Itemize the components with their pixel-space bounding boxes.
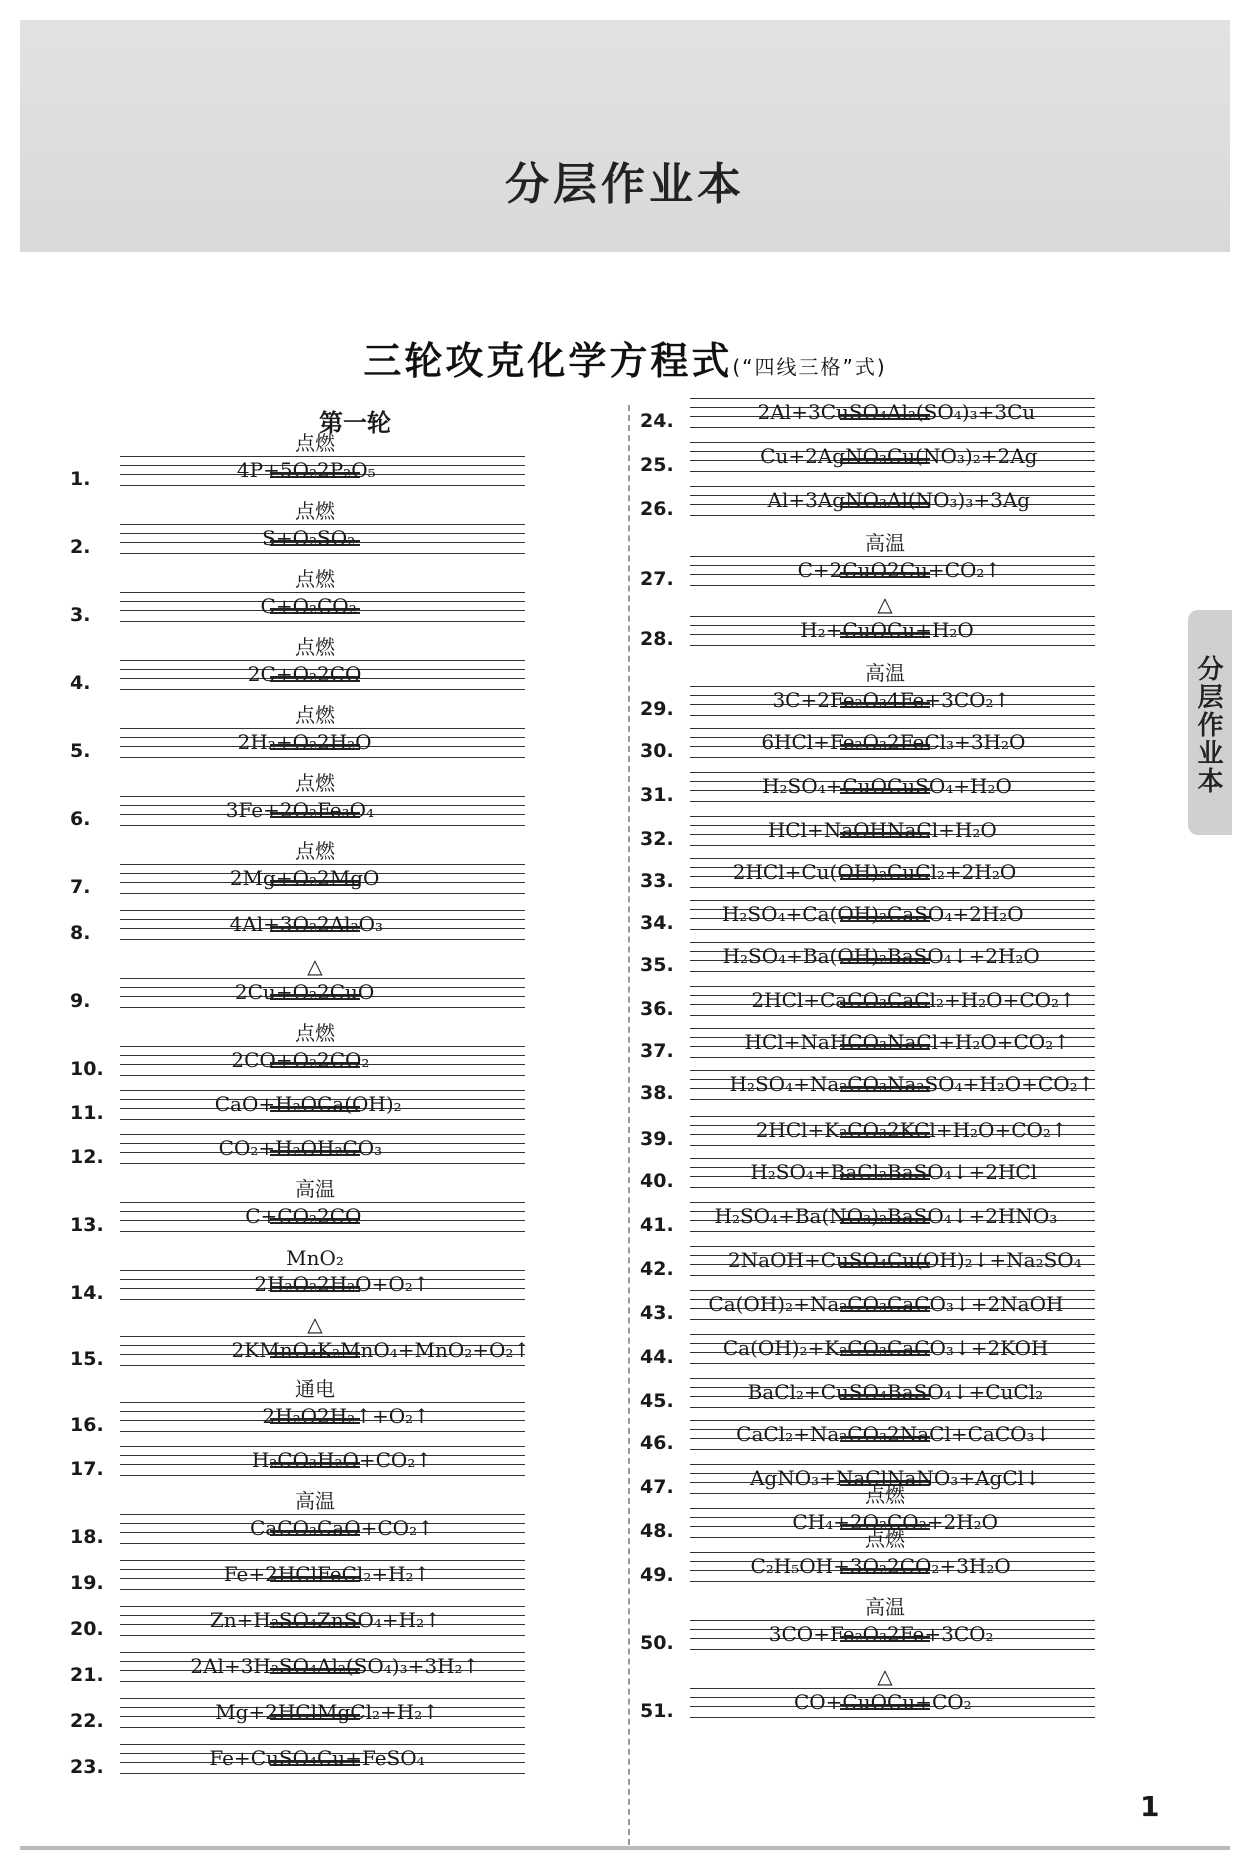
products: 2KCl+H₂O+CO₂↑ xyxy=(887,1118,1068,1142)
equation-number: 34. xyxy=(640,912,674,934)
reactants: Al+3AgNO₃ xyxy=(767,488,887,512)
equation-number: 17. xyxy=(70,1458,104,1480)
reactants: Fe+2HCl xyxy=(223,1562,317,1586)
title-main: 三轮攻克化学方程式 xyxy=(363,339,733,383)
reactants: 3Fe+2O₂ xyxy=(225,798,317,822)
equation-number: 16. xyxy=(70,1414,104,1436)
equation-number: 39. xyxy=(640,1128,674,1150)
equation-row xyxy=(70,430,525,490)
products: 2H₂O xyxy=(317,730,372,754)
products: H₂O+CO₂↑ xyxy=(317,1448,433,1472)
reaction-condition: 点燃 xyxy=(295,839,335,863)
products: CaO+CO₂↑ xyxy=(317,1516,434,1540)
equation-number: 22. xyxy=(70,1710,104,1732)
products: H₂CO₃ xyxy=(317,1136,383,1160)
reactants: AgNO₃+NaCl xyxy=(749,1466,887,1490)
equation-number: 6. xyxy=(70,808,91,830)
reaction-condition: 点燃 xyxy=(295,1021,335,1045)
reactants: 2CO+O₂ xyxy=(231,1048,317,1072)
products: Cu+FeSO₄ xyxy=(317,1746,425,1770)
equation-number: 26. xyxy=(640,498,674,520)
reactants: H₂SO₄+Na₂CO₃ xyxy=(729,1072,887,1096)
equation-number: 32. xyxy=(640,828,674,850)
products: NaCl+H₂O xyxy=(887,818,997,842)
products: 2CO xyxy=(317,1204,362,1228)
products: NaNO₃+AgCl↓ xyxy=(887,1466,1041,1490)
products: Cu+H₂O xyxy=(887,618,974,642)
reactants: 2Al+3H₂SO₄ xyxy=(190,1654,317,1678)
reactants: 2C+O₂ xyxy=(247,662,317,686)
equation-number: 29. xyxy=(640,698,674,720)
reactants: 6HCl+Fe₂O₃ xyxy=(761,730,887,754)
reactants: Fe+CuSO₄ xyxy=(209,1746,317,1770)
products: CaCO₃↓+2KOH xyxy=(887,1336,1049,1360)
equation-row xyxy=(70,952,525,1012)
equation-row xyxy=(640,1594,1095,1654)
reaction-condition: 高温 xyxy=(865,531,905,555)
equation-row xyxy=(640,590,1095,650)
reaction-condition: 点燃 xyxy=(295,567,335,591)
products: 2NaCl+CaCO₃↓ xyxy=(887,1422,1052,1446)
reactants: H₂SO₄+Ca(OH)₂ xyxy=(721,902,887,926)
reactants: CH₄+2O₂ xyxy=(792,1510,887,1534)
reactants: 2HCl+Cu(OH)₂ xyxy=(732,860,887,884)
equation-number: 31. xyxy=(640,784,674,806)
equation-row xyxy=(70,884,525,944)
reactants: 4Al+3O₂ xyxy=(229,912,317,936)
equation-number: 13. xyxy=(70,1214,104,1236)
reaction-condition: 点燃 xyxy=(295,499,335,523)
products: 2CuO xyxy=(317,980,375,1004)
equation-number: 12. xyxy=(70,1146,104,1168)
equation-number: 48. xyxy=(640,1520,674,1542)
products: BaSO₄↓+2HCl xyxy=(887,1160,1038,1184)
equation-number: 27. xyxy=(640,568,674,590)
reactants: H₂SO₄+BaCl₂ xyxy=(750,1160,887,1184)
products: 2FeCl₃+3H₂O xyxy=(887,730,1026,754)
products: Na₂SO₄+H₂O+CO₂↑ xyxy=(887,1072,1095,1096)
reactants: 2HCl+K₂CO₃ xyxy=(755,1118,887,1142)
products: Al(NO₃)₃+3Ag xyxy=(887,488,1031,512)
equation-number: 21. xyxy=(70,1664,104,1686)
reactants: H₂CO₃ xyxy=(251,1448,317,1472)
reaction-condition: 高温 xyxy=(865,1595,905,1619)
products: CuSO₄+H₂O xyxy=(887,774,1012,798)
equation-number: 50. xyxy=(640,1632,674,1654)
equation-row xyxy=(70,1176,525,1236)
reaction-condition: 高温 xyxy=(295,1489,335,1513)
equation-number: 36. xyxy=(640,998,674,1020)
products: SO₂ xyxy=(317,526,356,550)
products: CaSO₄+2H₂O xyxy=(887,902,1024,926)
reaction-condition: △ xyxy=(877,592,893,616)
products: BaSO₄↓+CuCl₂ xyxy=(887,1380,1044,1404)
products: BaSO₄↓+2HNO₃ xyxy=(887,1204,1058,1228)
equation-number: 8. xyxy=(70,922,91,944)
products: K₂MnO₄+MnO₂+O₂↑ xyxy=(317,1338,531,1362)
reactants: CO₂+H₂O xyxy=(218,1136,317,1160)
reactants: CaO+H₂O xyxy=(214,1092,317,1116)
products: CuCl₂+2H₂O xyxy=(887,860,1017,884)
reactants: 2H₂O xyxy=(262,1404,317,1428)
equation-number: 33. xyxy=(640,870,674,892)
reactants: CO+CuO xyxy=(793,1690,887,1714)
equation-number: 18. xyxy=(70,1526,104,1548)
equation-number: 20. xyxy=(70,1618,104,1640)
products: 4Fe+3CO₂↑ xyxy=(887,688,1011,712)
equation-number: 10. xyxy=(70,1058,104,1080)
reactants: 4P+5O₂ xyxy=(236,458,317,482)
footer-divider xyxy=(20,1846,1230,1850)
products: Cu+CO₂ xyxy=(887,1690,972,1714)
equation-number: 46. xyxy=(640,1432,674,1454)
reaction-condition: △ xyxy=(307,954,323,978)
equation-number: 42. xyxy=(640,1258,674,1280)
equation-number: 44. xyxy=(640,1346,674,1368)
equation-number: 1. xyxy=(70,468,91,490)
reaction-condition: 点燃 xyxy=(295,771,335,795)
products: 2MgO xyxy=(317,866,380,890)
equation-number: 23. xyxy=(70,1756,104,1778)
reactants: C+O₂ xyxy=(260,594,317,618)
reactants: 2KMnO₄ xyxy=(231,1338,317,1362)
reactants: Mg+2HCl xyxy=(215,1700,317,1724)
equation-number: 5. xyxy=(70,740,91,762)
products: Cu(OH)₂↓+Na₂SO₄ xyxy=(887,1248,1082,1272)
reactants: 2Al+3CuSO₄ xyxy=(757,400,887,424)
reaction-condition: 点燃 xyxy=(295,703,335,727)
products: 2H₂↑+O₂↑ xyxy=(317,1404,430,1428)
reactants: H₂SO₄+Ba(NO₃)₂ xyxy=(714,1204,887,1228)
reactants: 2H₂O₂ xyxy=(254,1272,317,1296)
reaction-condition: 点燃 xyxy=(865,1483,905,1507)
reaction-condition: 高温 xyxy=(865,661,905,685)
products: 2Fe+3CO₂ xyxy=(887,1622,994,1646)
products: CO₂+2H₂O xyxy=(887,1510,999,1534)
reactants: H₂+CuO xyxy=(800,618,887,642)
round-label: 第一轮 xyxy=(319,409,391,437)
products: Cu(NO₃)₂+2Ag xyxy=(887,444,1038,468)
products: ZnSO₄+H₂↑ xyxy=(317,1608,441,1632)
equation-row xyxy=(70,1310,531,1370)
products: CaCO₃↓+2NaOH xyxy=(887,1292,1064,1316)
equation-number: 11. xyxy=(70,1102,104,1124)
reactants: 2HCl+CaCO₃ xyxy=(751,988,887,1012)
products: 2CO₂+3H₂O xyxy=(887,1554,1011,1578)
reactants: 2Cu+O₂ xyxy=(234,980,317,1004)
reaction-condition: △ xyxy=(307,1312,323,1336)
products: Fe₃O₄ xyxy=(317,798,375,822)
column-divider xyxy=(628,405,630,1845)
reactants: 2Mg+O₂ xyxy=(229,866,317,890)
reactants: H₂SO₄+CuO xyxy=(762,774,887,798)
products: Al₂(SO₄)₃+3H₂↑ xyxy=(317,1654,480,1678)
side-tab-label: 分层作业本 xyxy=(1193,655,1223,795)
page-number: 1 xyxy=(1140,1790,1160,1823)
equation-row xyxy=(640,1662,1095,1722)
reactants: C+CO₂ xyxy=(245,1204,317,1228)
equation-number: 49. xyxy=(640,1564,674,1586)
header-banner xyxy=(20,20,1230,252)
products: 2P₂O₅ xyxy=(317,458,376,482)
equation-number: 35. xyxy=(640,954,674,976)
products: CO₂ xyxy=(317,594,357,618)
reactants: 2NaOH+CuSO₄ xyxy=(727,1248,887,1272)
equation-number: 38. xyxy=(640,1082,674,1104)
reactants: S+O₂ xyxy=(262,526,317,550)
products: 2Cu+CO₂↑ xyxy=(887,558,1002,582)
equation-number: 45. xyxy=(640,1390,674,1412)
equation-number: 30. xyxy=(640,740,674,762)
equation-row xyxy=(70,770,525,830)
equation-number: 41. xyxy=(640,1214,674,1236)
equation-number: 40. xyxy=(640,1170,674,1192)
products: Al₂(SO₄)₃+3Cu xyxy=(887,400,1036,424)
equation-number: 51. xyxy=(640,1700,674,1722)
products: Ca(OH)₂ xyxy=(317,1092,402,1116)
equation-number: 2. xyxy=(70,536,91,558)
equation-number: 15. xyxy=(70,1348,104,1370)
equation-row xyxy=(640,530,1095,590)
reactants: Ca(OH)₂+Na₂CO₃ xyxy=(708,1292,887,1316)
products: 2CO₂ xyxy=(317,1048,370,1072)
equation-row xyxy=(70,498,525,558)
equation-number: 4. xyxy=(70,672,91,694)
reactants: C₂H₅OH+3O₂ xyxy=(750,1554,887,1578)
products: BaSO₄↓+2H₂O xyxy=(887,944,1040,968)
reactants: C+2CuO xyxy=(797,558,887,582)
equation-number: 9. xyxy=(70,990,91,1012)
products: FeCl₂+H₂↑ xyxy=(317,1562,431,1586)
reactants: Ca(OH)₂+K₂CO₃ xyxy=(722,1336,887,1360)
equation-number: 19. xyxy=(70,1572,104,1594)
reactants: 3C+2Fe₂O₃ xyxy=(772,688,887,712)
equation-row xyxy=(70,566,525,626)
equation-number: 37. xyxy=(640,1040,674,1062)
equation-row xyxy=(70,702,525,762)
reactants: BaCl₂+CuSO₄ xyxy=(747,1380,887,1404)
reaction-condition: MnO₂ xyxy=(286,1246,344,1270)
reaction-condition: 点燃 xyxy=(865,1527,905,1551)
products: 2Al₂O₃ xyxy=(317,912,383,936)
reactants: Cu+2AgNO₃ xyxy=(760,444,887,468)
reactants: CaCO₃ xyxy=(250,1516,317,1540)
reactants: H₂SO₄+Ba(OH)₂ xyxy=(722,944,887,968)
reaction-condition: △ xyxy=(877,1664,893,1688)
equation-number: 43. xyxy=(640,1302,674,1324)
equation-row xyxy=(70,634,525,694)
reactants: HCl+NaHCO₃ xyxy=(744,1030,887,1054)
reaction-condition: 通电 xyxy=(295,1377,335,1401)
equation-number: 7. xyxy=(70,876,91,898)
products: MgCl₂+H₂↑ xyxy=(317,1700,439,1724)
reactants: HCl+NaOH xyxy=(767,818,887,842)
equation-number: 14. xyxy=(70,1282,104,1304)
reactants: CaCl₂+Na₂CO₃ xyxy=(736,1422,887,1446)
products: 2H₂O+O₂↑ xyxy=(317,1272,430,1296)
products: NaCl+H₂O+CO₂↑ xyxy=(887,1030,1070,1054)
equation-number: 25. xyxy=(640,454,674,476)
reaction-condition: 高温 xyxy=(295,1177,335,1201)
products: CaCl₂+H₂O+CO₂↑ xyxy=(887,988,1076,1012)
reactants: 3CO+Fe₂O₃ xyxy=(768,1622,887,1646)
equation-number: 47. xyxy=(640,1476,674,1498)
reactants: Zn+H₂SO₄ xyxy=(209,1608,317,1632)
banner-title: 分层作业本 xyxy=(505,159,745,210)
reactants: 2H₂+O₂ xyxy=(237,730,317,754)
reaction-condition: 点燃 xyxy=(295,431,335,455)
equation-number: 3. xyxy=(70,604,91,626)
equation-number: 24. xyxy=(640,410,674,432)
reaction-condition: 点燃 xyxy=(295,635,335,659)
title-sub: (“四线三格”式) xyxy=(732,355,887,379)
equation-number: 28. xyxy=(640,628,674,650)
products: 2CO xyxy=(317,662,362,686)
equation-row xyxy=(70,1244,525,1304)
